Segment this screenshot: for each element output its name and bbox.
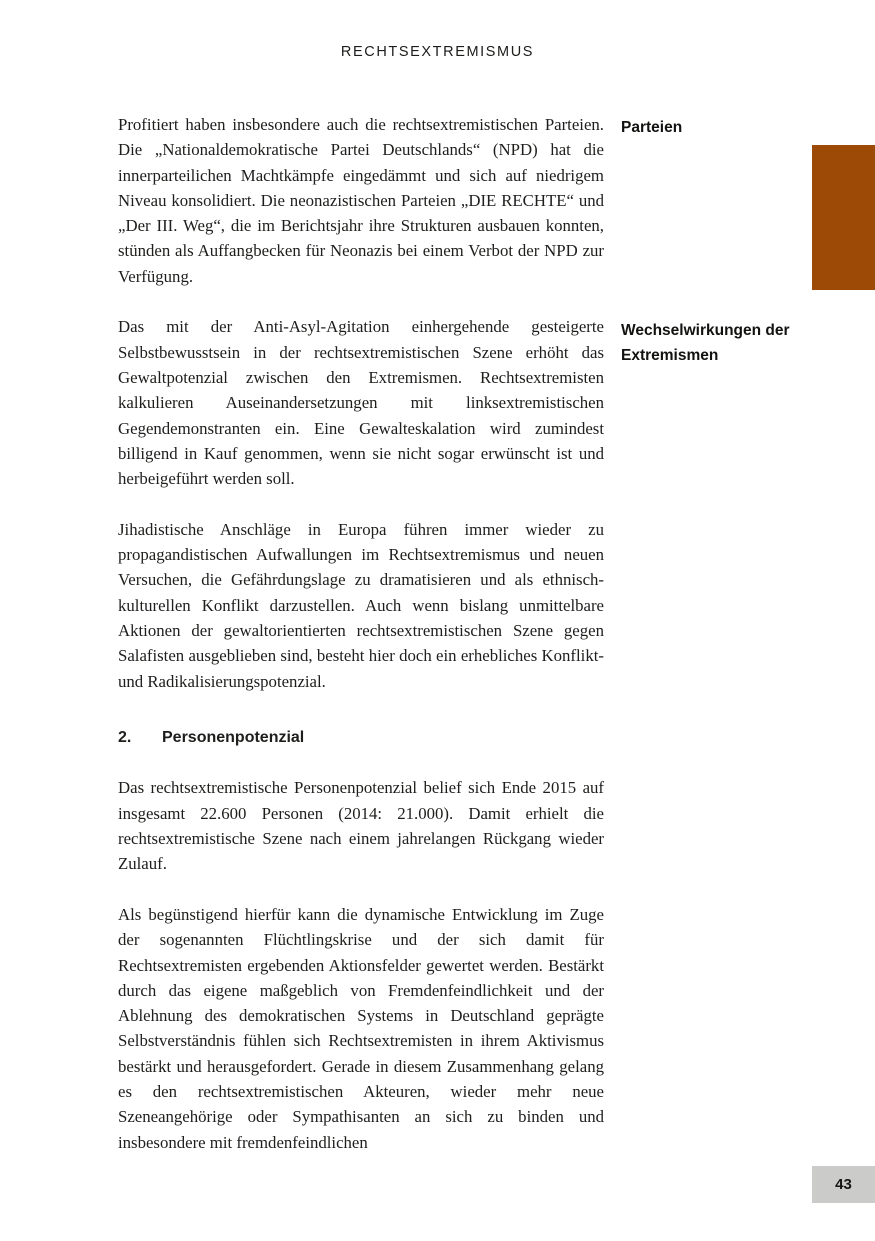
paragraph-wechselwirkungen: Das mit der Anti-Asyl-Agitation einhergehende gesteigerte Selbstbewusstsein in der rechtsextremistischen Szene erhöht das Gewaltpotenzial zwischen den Extremismen. Rechtsextremisten kalkulieren Auseinandersetzungen mit linksextremistischen Gegendemonstranten ein. Eine Gewalteskalation wird zumindest billigend in Kauf genommen, wenn sie nicht sogar erwünscht ist und herbeigeführt werden soll.: [118, 317, 604, 489]
chapter-thumb-tab: [812, 145, 875, 290]
running-header: RECHTSEXTREMISMUS: [340, 44, 535, 60]
margin-note-wechselwirkungen: Wechselwirkungen der Extremismen: [621, 322, 790, 365]
page-number: 43: [835, 1176, 852, 1193]
paragraph-personenpotenzial-zahlen: Das rechtsextremistische Personenpotenzial belief sich Ende 2015 auf insgesamt 22.600 Personen (2014: 21.000). Damit erhielt die rechtsextremistische Szene nach einem jahrelangen Rückgang wieder Zulauf.: [118, 778, 604, 874]
body-text-column: [118, 112, 604, 1180]
margin-note-parteien: Parteien: [621, 119, 683, 136]
paragraph-fluechtlingskrise: Als begünstigend hierfür kann die dynamische Entwicklung im Zuge der sogenannten Flüchtlingskrise und der sich damit für Rechtsextremisten ergebenden Aktionsfelder gewertet werden. Bestärkt durch das eigene maßgeblich von Fremdenfeindlichkeit und der Ablehnung des demokratischen Systems in Deutschland geprägte Selbstverständnis fühlen sich Rechtsextremisten in ihrem Aktivismus bestärkt und herausgefordert. Gerade in diesem Zusammenhang gelang es den rechtsextremistischen Akteuren, wieder mehr neue Szeneangehörige oder Sympathisanten an sich zu binden und insbesondere mit fremdenfeindlichen: [118, 904, 604, 1152]
paragraph-jihadistische-anschlaege: Jihadistische Anschläge in Europa führen immer wieder zu propagandistischen Aufwallungen im Rechtsextremismus und neuen Versuchen, die Gefährdungslage zu dramatisieren und als ethnisch-kulturellen Konflikt darzustellen. Auch wenn bislang unmittelbare Aktionen der gewaltorientierten rechtsextremistischen Szene gegen Salafisten ausgeblieben sind, besteht hier doch ein erhebliches Konflikt- und Radikalisierungspotenzial.: [118, 519, 604, 691]
section-heading-personenpotenzial: [118, 725, 604, 750]
page-number-badge: [812, 1166, 875, 1203]
paragraph-parteien: Profitiert haben insbesondere auch die rechtsextremistischen Parteien. Die „Nationaldemokratische Partei Deutschlands“ (NPD) hat die innerparteilichen Machtkämpfe eingedämmt und sich auf niedrigem Niveau konsolidiert. Die neonazistischen Parteien „DIE RECHTE“ und „Der III. Weg“, die im Berichtsjahr ihre Strukturen ausbauen konnten, stünden als Auffangbecken für Neonazis bei einem Verbot der NPD zur Verfügung.: [118, 115, 604, 286]
section-title: Personenpotenzial: [162, 728, 305, 746]
section-number: 2.: [118, 728, 132, 746]
